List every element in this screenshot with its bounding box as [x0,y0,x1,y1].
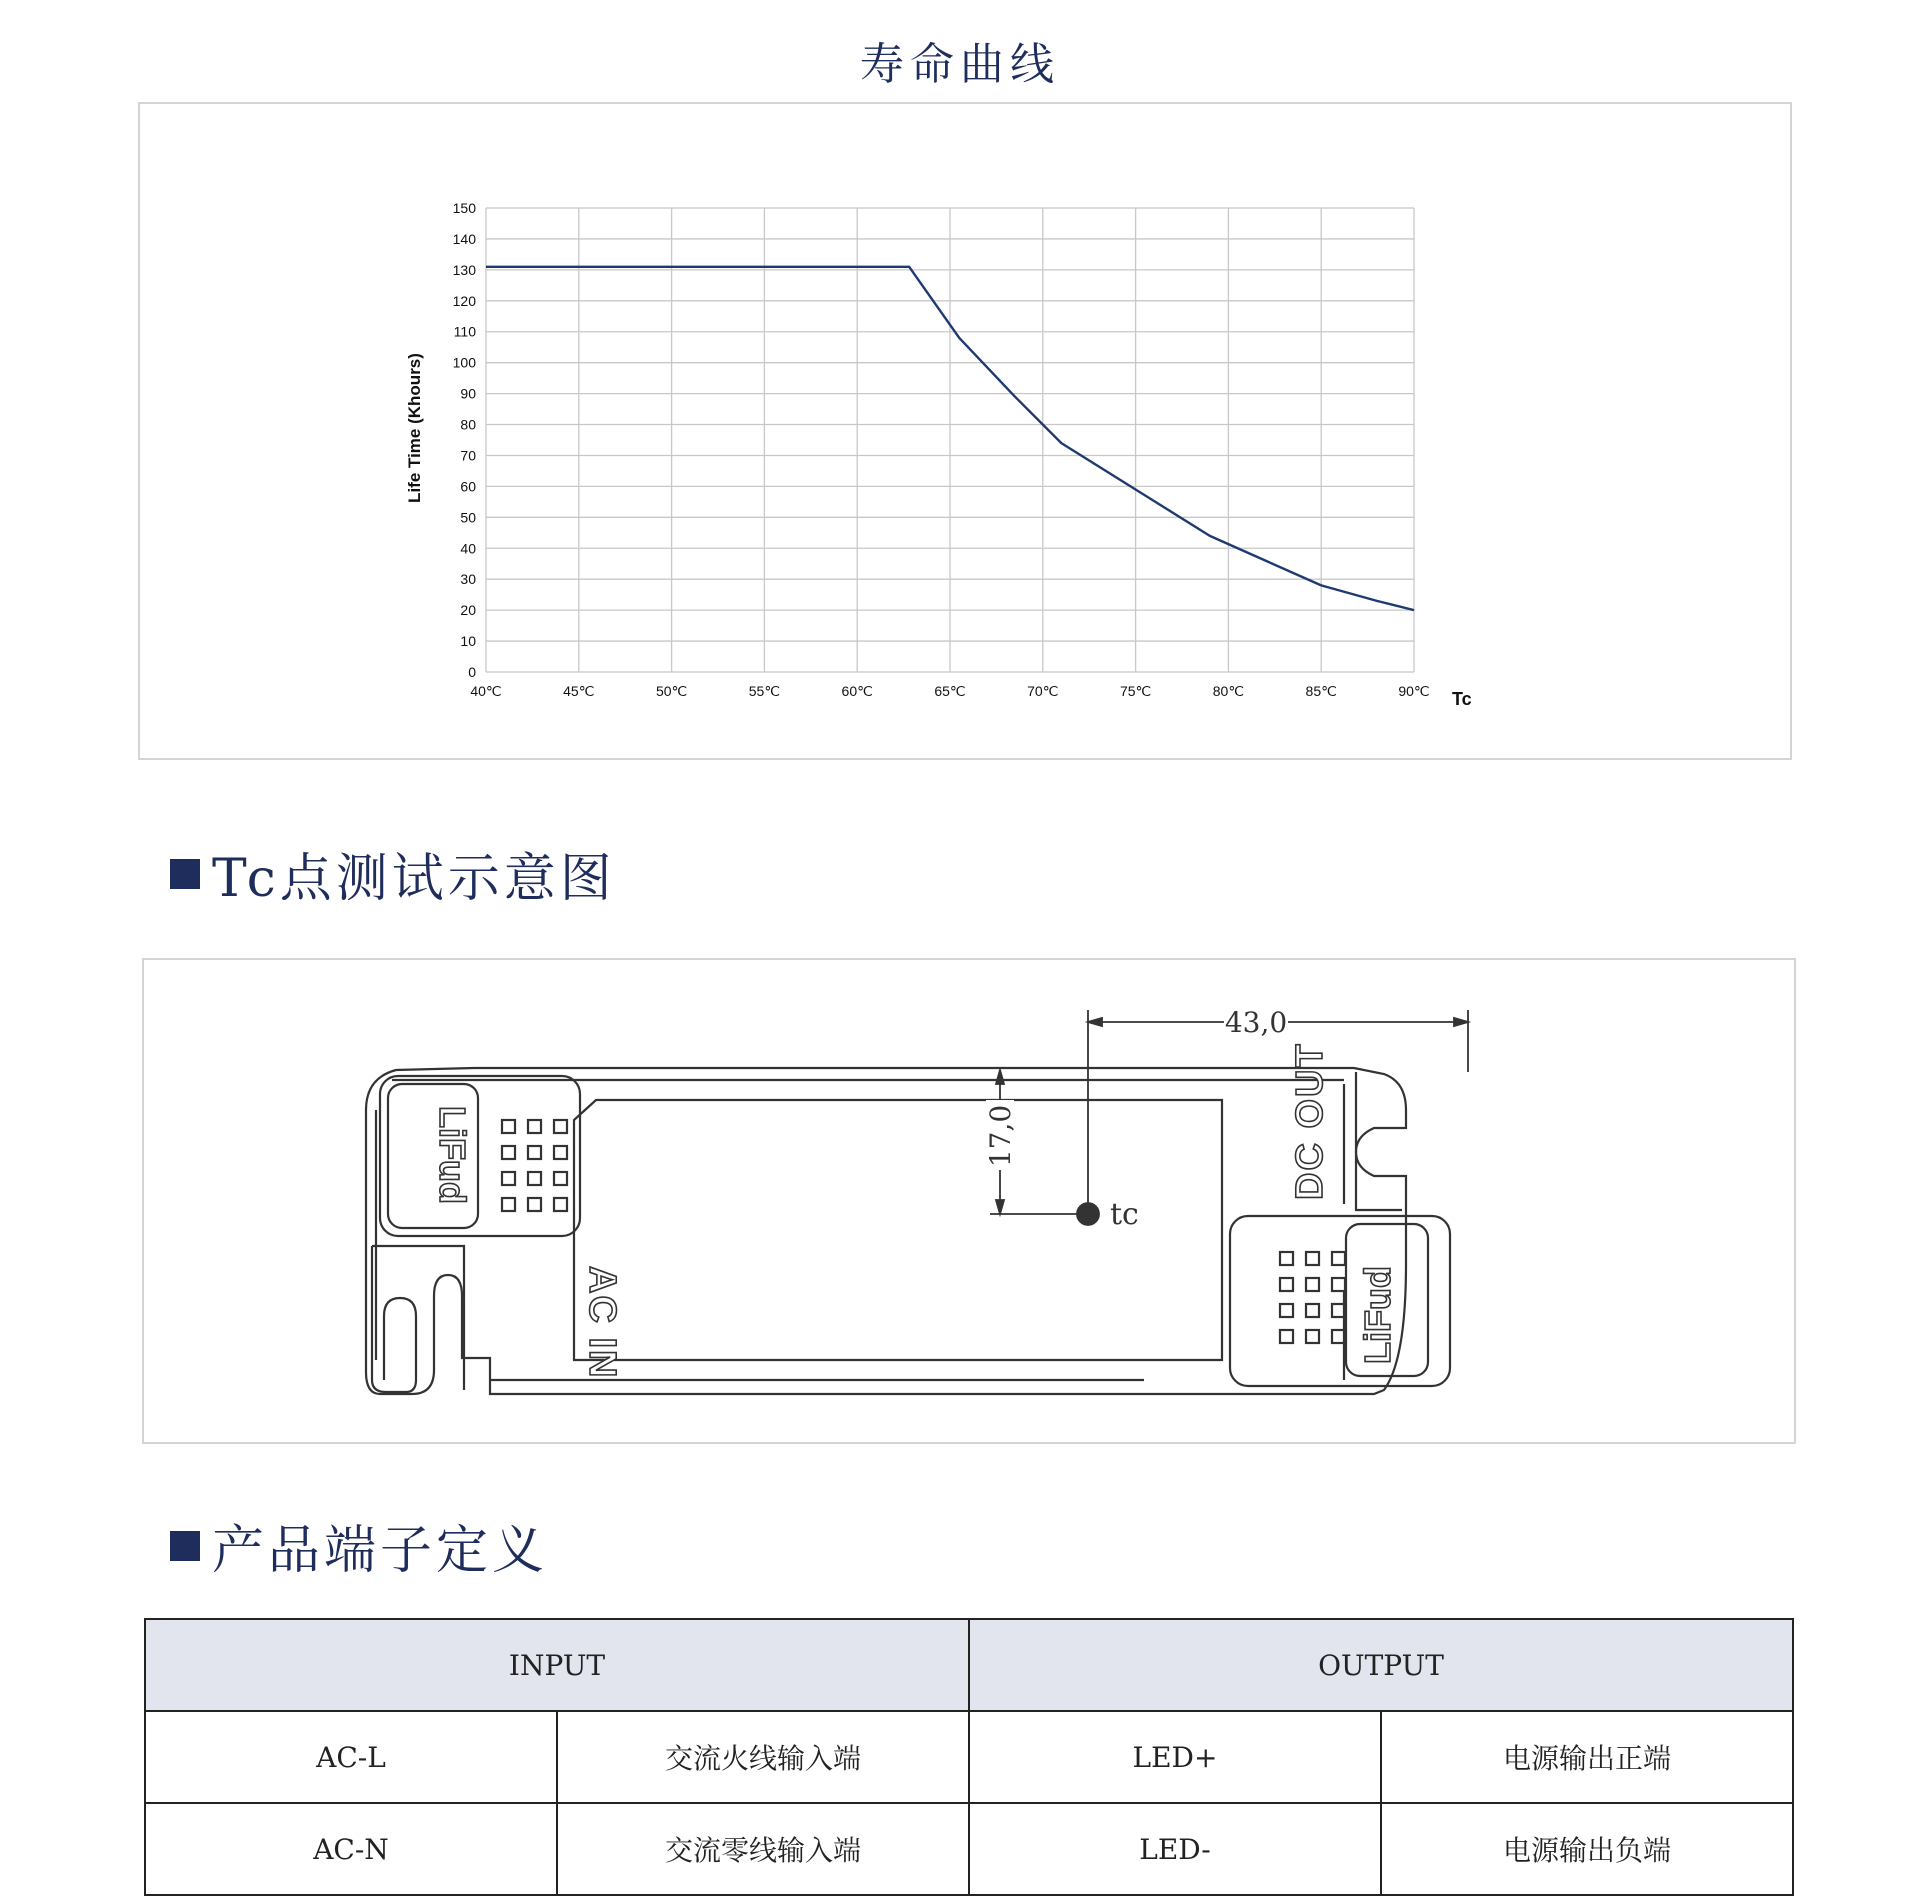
x-tick-label: 75℃ [1119,683,1152,699]
vent-hole [502,1172,515,1185]
y-tick-label: 100 [452,354,476,371]
header-output: OUTPUT [969,1619,1793,1711]
y-axis-label: Life Time (Khours) [405,353,424,503]
vent-hole [1280,1330,1293,1343]
section-heading-terminal [170,1508,548,1583]
dim-arrow-bottom [996,1200,1004,1214]
housing-inner-outline [376,1080,1344,1380]
input-vent-grid [502,1120,567,1211]
vent-hole [1306,1278,1319,1291]
x-tick-label: 40℃ [470,683,502,699]
y-tick-label: 50 [460,509,476,526]
table-cell: 电源输出正端 [1381,1711,1793,1803]
x-axis-label: Tc [1452,689,1472,709]
dim-arrow-top [996,1070,1004,1084]
y-tick-label: 90 [460,385,476,402]
y-tick-label: 10 [460,633,476,650]
dim-arrow-right [1454,1018,1468,1026]
y-tick-label: 30 [460,571,476,588]
life-curve-panel [138,102,1792,760]
vent-hole [502,1120,515,1133]
tc-point-marker [1077,1203,1099,1225]
y-tick-label: 110 [453,323,476,340]
tc-point-drawing [144,960,1794,1442]
y-tick-label: 130 [452,261,476,278]
vent-hole [502,1146,515,1159]
x-tick-label: 60℃ [841,683,873,699]
table-row [145,1711,1793,1803]
y-tick-label: 0 [468,664,476,680]
output-logo: LiFud [1357,1266,1398,1364]
x-tick-label: 50℃ [655,683,688,699]
vent-hole [502,1198,515,1211]
section-terminal-title: 产品端子定义 [212,1521,549,1581]
table-cell: LED- [969,1803,1381,1895]
vent-hole [554,1146,567,1159]
terminal-definition-table [144,1618,1794,1896]
section-heading-tc [170,836,616,911]
table-header-row [145,1619,1793,1711]
dim-arrow-left [1088,1018,1102,1026]
x-tick-label: 45℃ [563,683,595,699]
vent-hole [528,1146,541,1159]
output-connector [1230,1216,1450,1386]
vent-hole [1306,1252,1319,1265]
x-tick-label: 85℃ [1305,683,1337,699]
y-tick-label: 150 [452,200,476,216]
vent-hole [528,1120,541,1133]
input-mounting-tab [372,1246,464,1392]
y-tick-label: 70 [460,447,476,464]
x-tick-label: 80℃ [1212,683,1245,699]
y-tick-label: 60 [460,478,476,495]
vent-hole [1306,1330,1319,1343]
output-mounting-tab [1356,1072,1402,1210]
tc-drawing-panel [142,958,1796,1444]
vent-hole [554,1120,567,1133]
vent-hole [554,1172,567,1185]
table-cell: 交流零线输入端 [557,1803,969,1895]
x-tick-label: 65℃ [934,683,966,699]
y-tick-label: 40 [460,540,476,557]
x-tick-label: 55℃ [748,683,781,699]
y-tick-label: 140 [452,230,476,247]
y-tick-label: 20 [460,602,476,619]
chart-grid [486,208,1414,672]
vent-hole [554,1198,567,1211]
vent-hole [528,1198,541,1211]
input-connector [380,1076,580,1236]
vent-hole [1280,1278,1293,1291]
page-title: 寿命曲线 [860,39,1060,90]
ac-in-label: AC IN [581,1266,623,1380]
heading-square-icon [170,859,200,889]
vent-hole [528,1172,541,1185]
y-tick-label: 120 [452,292,476,309]
vent-hole [1306,1304,1319,1317]
vent-hole [1332,1278,1345,1291]
table-cell: AC-N [145,1803,557,1895]
header-input: INPUT [145,1619,969,1711]
x-tick-label: 90℃ [1398,683,1430,699]
table-row [145,1803,1793,1895]
table-cell: LED+ [969,1711,1381,1803]
vent-hole [1280,1304,1293,1317]
vent-hole [1280,1252,1293,1265]
heading-square-icon [170,1531,200,1561]
dim-vertical-value: 17,0 [984,1104,1017,1168]
life-curve-chart [140,104,1790,758]
housing-outline [366,1068,1406,1394]
dim-horizontal-value: 43,0 [1224,1006,1288,1039]
table-cell: AC-L [145,1711,557,1803]
chart-axes [453,200,1430,699]
table-cell: 交流火线输入端 [557,1711,969,1803]
table-cell: 电源输出负端 [1381,1803,1793,1895]
dc-out-label: DC OUT [1289,1042,1331,1200]
vent-hole [1332,1252,1345,1265]
output-vent-grid [1280,1252,1345,1343]
tc-label: tc [1110,1197,1139,1232]
x-tick-label: 70℃ [1027,683,1059,699]
input-logo: LiFud [432,1106,473,1204]
y-tick-label: 80 [460,416,476,433]
section-tc-title: Tc点测试示意图 [212,849,616,909]
